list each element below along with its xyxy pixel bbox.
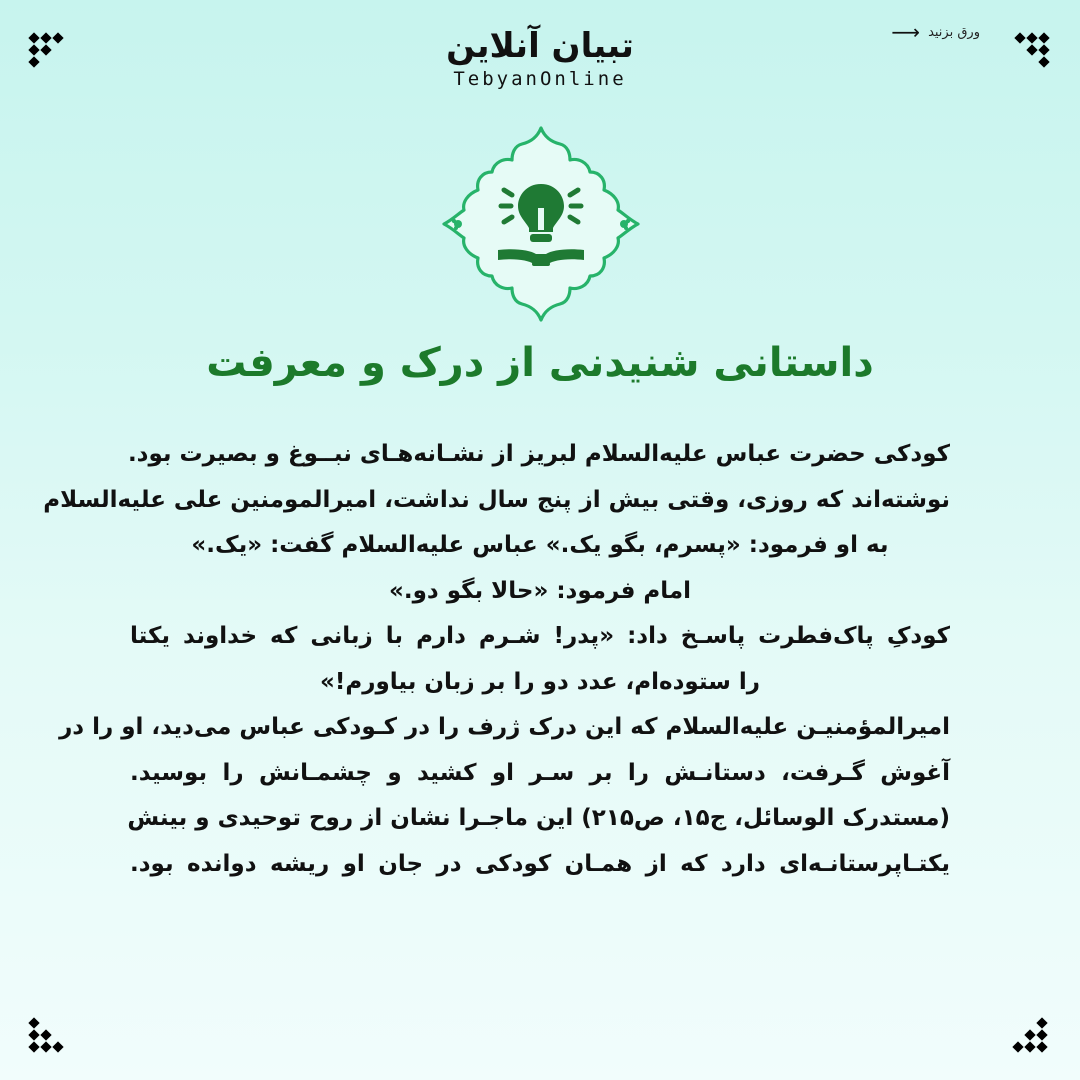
- body-line: نوشته‌اند که روزی، وقتی بیش از پنج سال نداشت، امیرالمومنین علی علیه‌السلام: [43, 486, 950, 513]
- story-body: [43, 432, 950, 887]
- page-title: داستانی شنیدنی از درک و معرفت: [206, 340, 874, 386]
- body-line: کودکِ پاک‌فطرت پاسـخ داد: «پدر! شـرم دارم با زبانی که خداوند یکتا: [130, 623, 950, 649]
- arrow-right-icon: ⟶: [891, 20, 921, 44]
- body-line: را ستوده‌ام، عدد دو را بر زبان بیاورم!»: [320, 668, 760, 695]
- body-line: کودکی حضرت عباس علیه‌السلام لبریز از نشـانه‌هـای نبــوغ و بصیرت بود.: [127, 441, 950, 467]
- body-line: یکتـاپرستانـه‌ای دارد که از همـان کودکی در جان او ریشه دوانده بود.: [130, 850, 950, 877]
- body-line: امیرالمؤمنیـن علیه‌السلام که این درک ژرف را در کـودکی عباس می‌دید، او را در: [59, 714, 950, 740]
- swipe-label: ورق بزنید: [928, 24, 980, 40]
- corner-pattern-bottom-left-icon: [28, 1017, 68, 1057]
- lightbulb-book-medallion-icon: [438, 124, 644, 324]
- logo-english: TebyanOnline: [453, 68, 627, 90]
- corner-pattern-bottom-right-icon: [1012, 1017, 1052, 1057]
- logo-persian: تبیان آنلاین: [446, 26, 634, 66]
- body-line: به او فرمود: «پسرم، بگو یک.» عباس علیه‌السلام گفت: «یک.»: [191, 532, 889, 558]
- body-line: (مستدرک الوسائل، ج۱۵، ص۲۱۵) این ماجـرا نشان از روح توحیدی و بینش: [127, 805, 950, 831]
- body-line: امام فرمود: «حالا بگو دو.»: [389, 577, 691, 604]
- brand-logo: [0, 26, 1080, 90]
- body-line: آغوش گـرفت، دستانـش را بر سـر او کشید و چشمـانش را بوسید.: [130, 759, 950, 786]
